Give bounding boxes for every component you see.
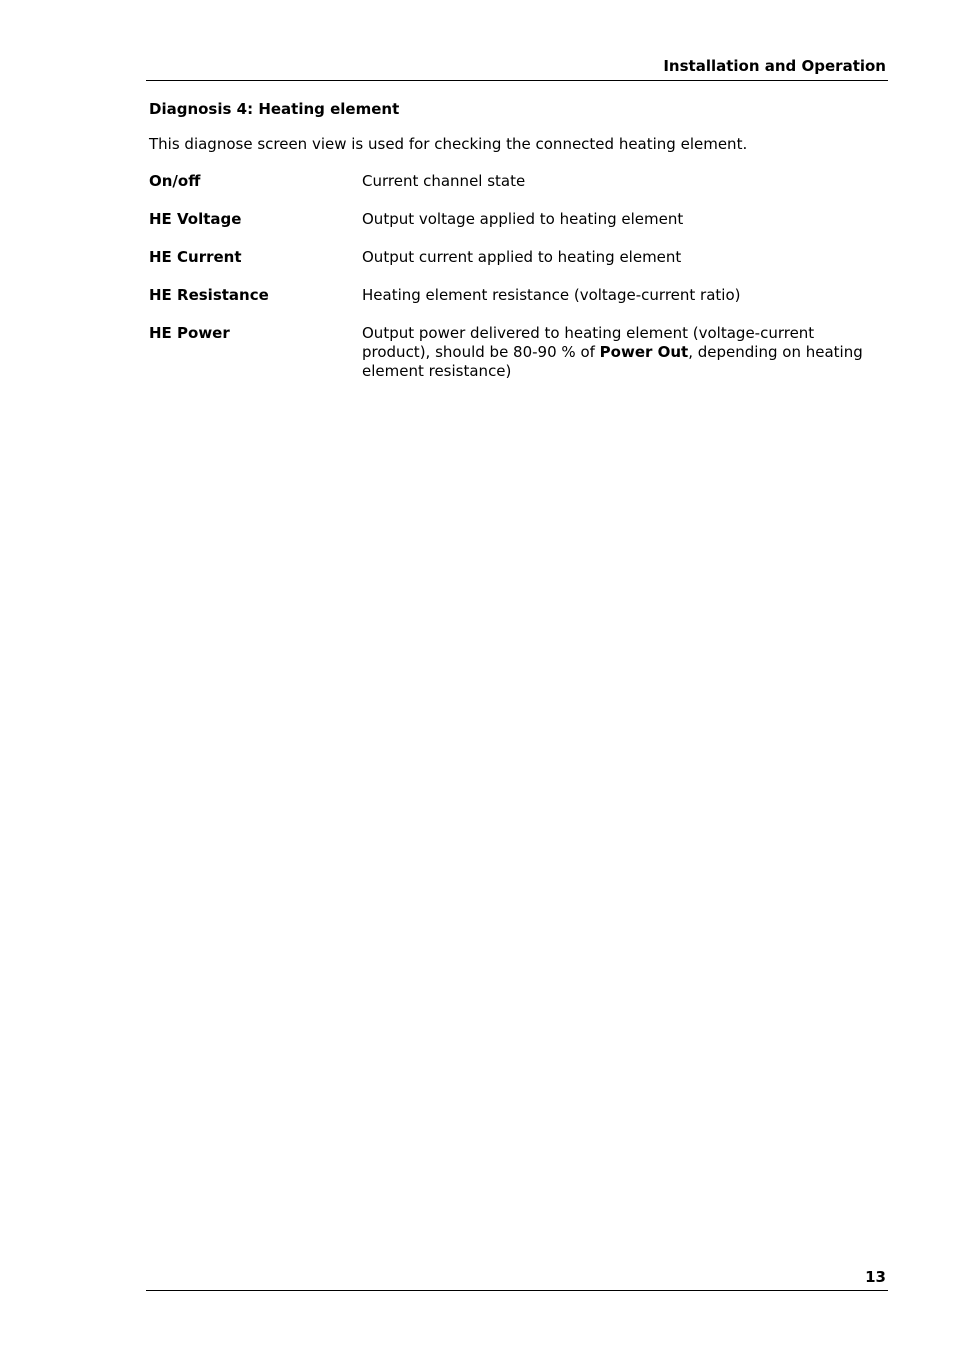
intro-paragraph: This diagnose screen view is used for checking the connected heating element. [149, 135, 748, 153]
definition-term: HE Power [149, 324, 230, 342]
definition-description: Current channel state [362, 172, 526, 190]
definition-row-on-off [149, 172, 889, 191]
definition-row-he-voltage [149, 210, 889, 229]
definition-term: HE Current [149, 248, 242, 266]
definition-row-he-current [149, 248, 889, 267]
definition-term: HE Resistance [149, 286, 269, 304]
description-text: Output power delivered to heating element (voltage-current product), should be 80-90 % of [362, 324, 815, 361]
definition-row-he-resistance [149, 286, 889, 305]
header-rule [146, 80, 888, 81]
running-header-title: Installation and Operation [663, 57, 886, 75]
definition-row-he-power [149, 324, 889, 381]
page-number: 13 [865, 1268, 886, 1286]
definition-description: Output current applied to heating element [362, 248, 682, 266]
definition-term: HE Voltage [149, 210, 242, 228]
description-text: , depending on heating element resistance) [362, 343, 863, 380]
footer-rule [146, 1290, 888, 1291]
definition-description [362, 324, 877, 381]
definition-description: Output voltage applied to heating element [362, 210, 684, 228]
definition-description: Heating element resistance (voltage-current ratio) [362, 286, 741, 304]
power-out-emphasis: Power Out [599, 343, 689, 361]
section-heading: Diagnosis 4: Heating element [149, 100, 400, 118]
definition-term: On/off [149, 172, 201, 190]
definition-list [149, 172, 889, 400]
